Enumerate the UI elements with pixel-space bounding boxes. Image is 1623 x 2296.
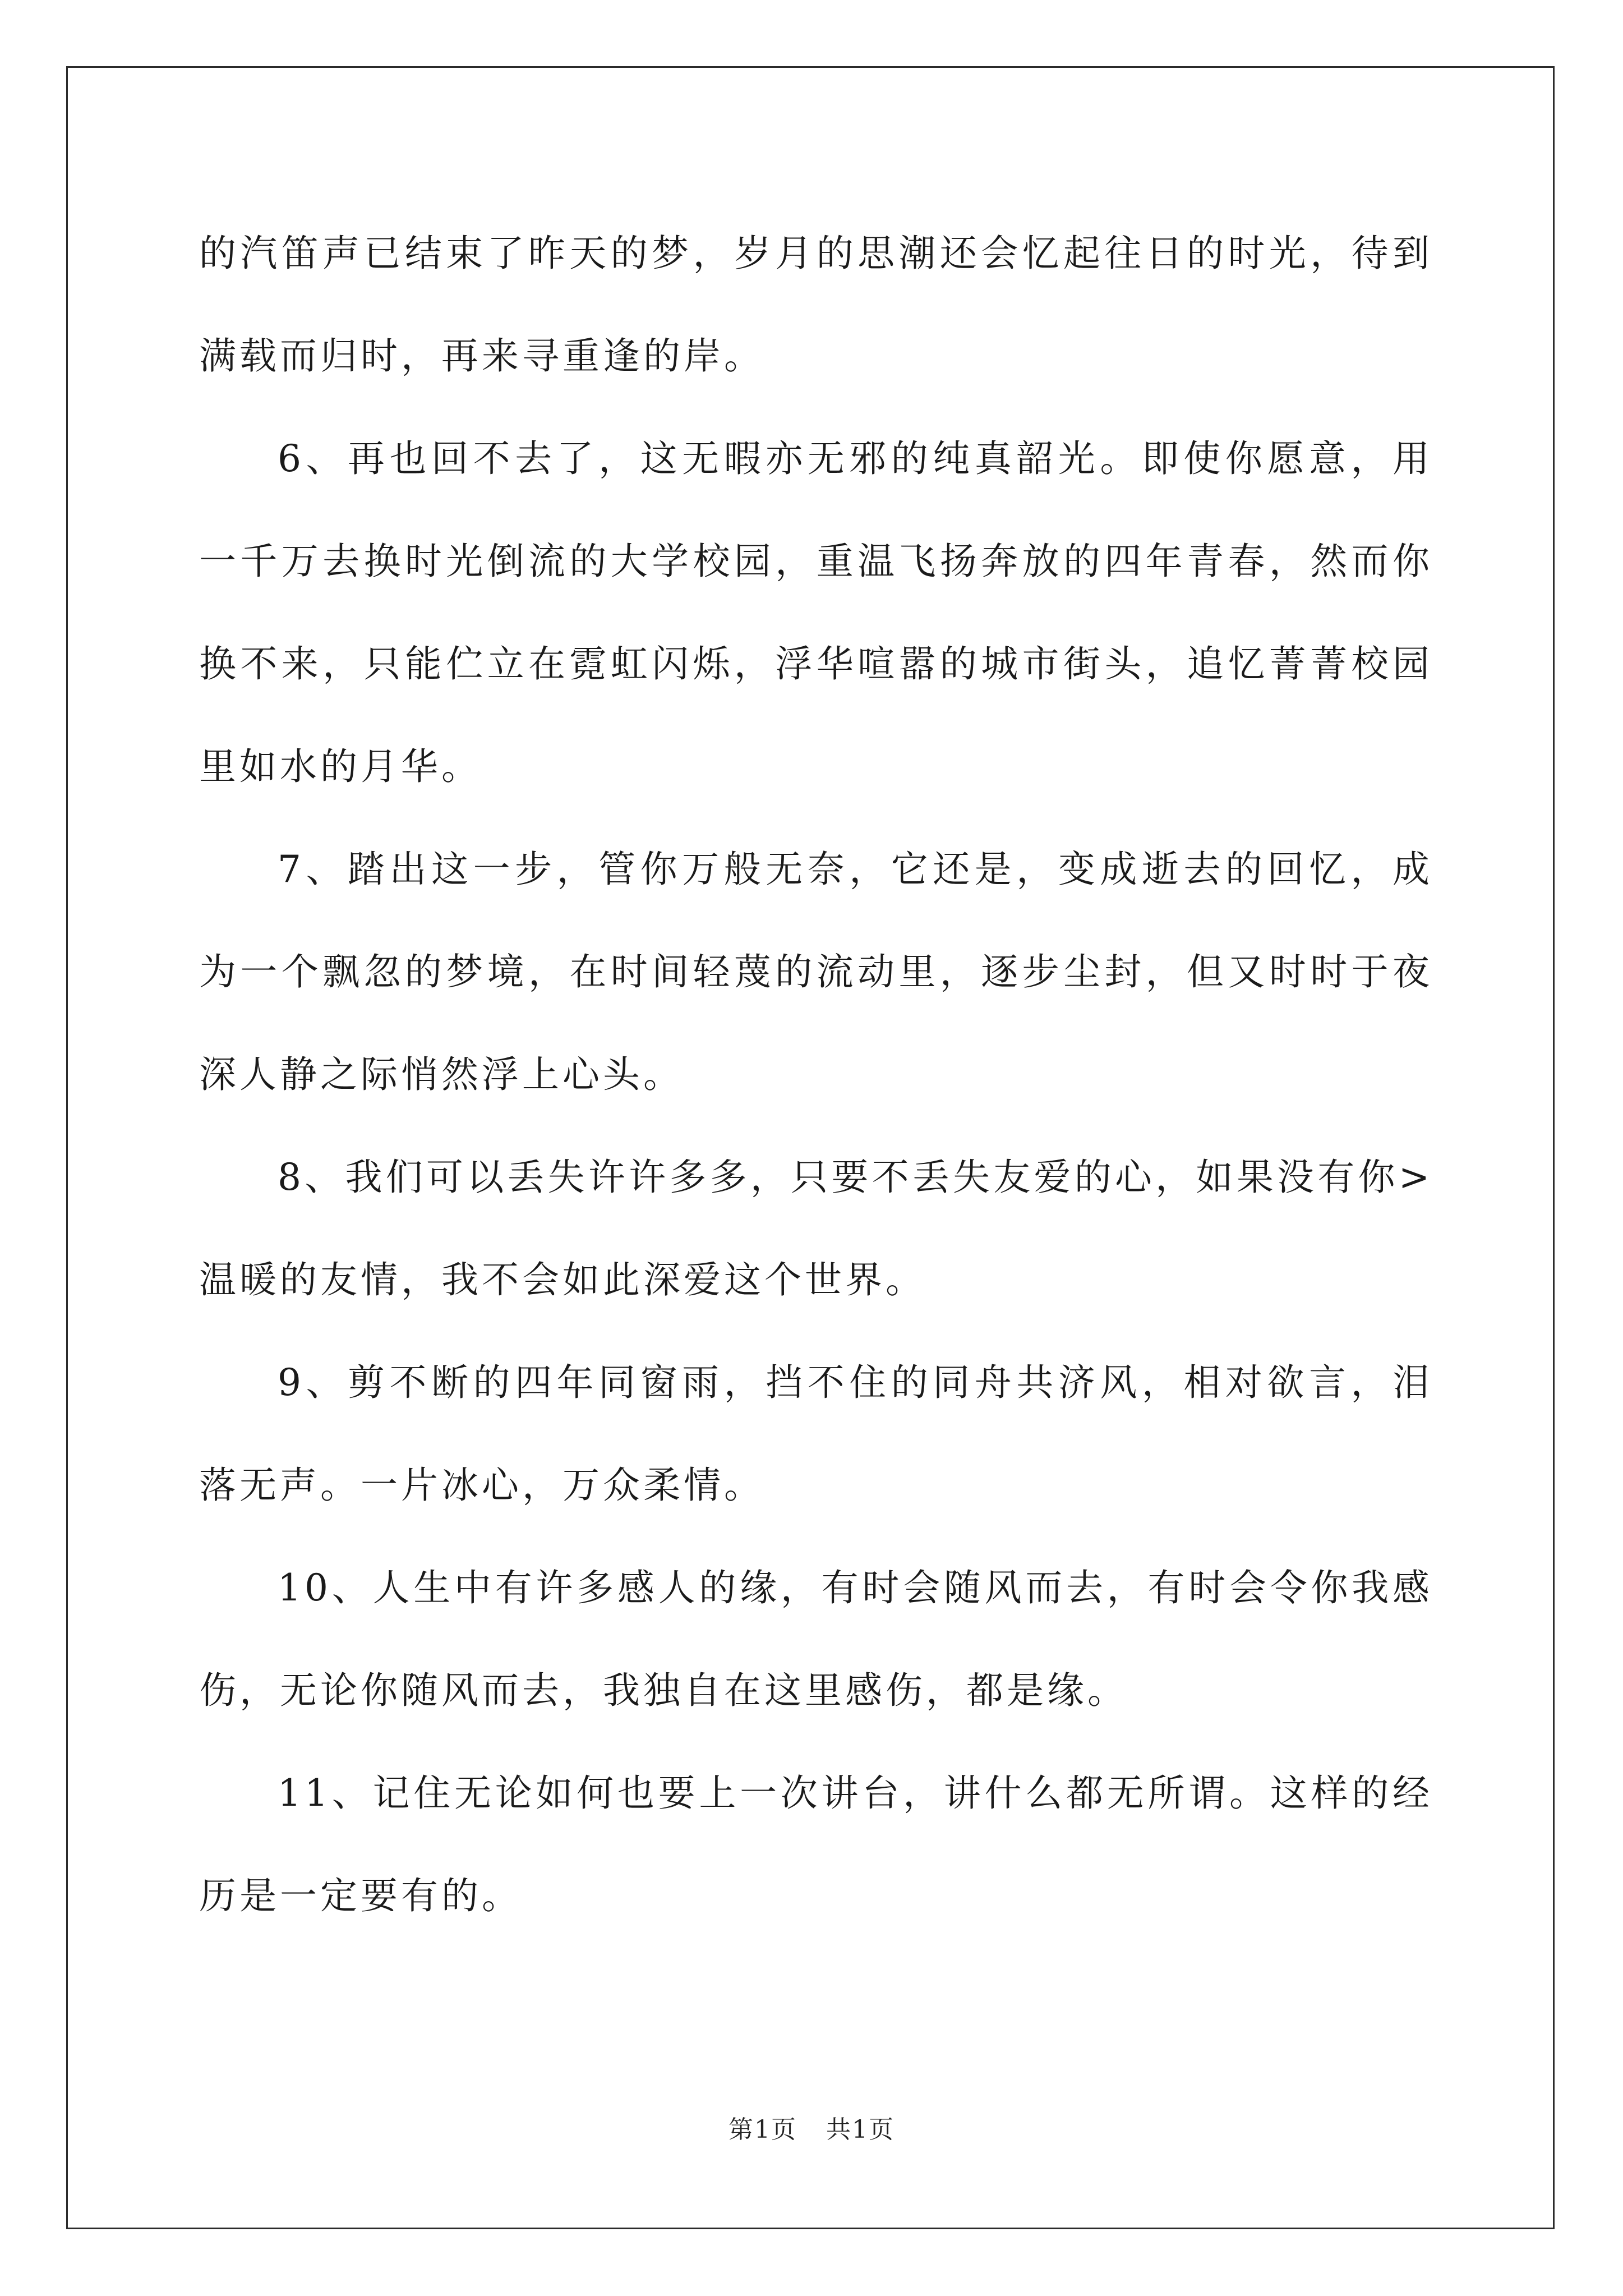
page-total: 共1页 bbox=[826, 2115, 895, 2144]
paragraph-9: 9、剪不断的四年同窗雨，挡不住的同舟共济风，相对欲言，泪落无声。一片冰心，万众柔情。 bbox=[199, 1361, 1433, 1507]
paragraph-6: 6、再也回不去了，这无暇亦无邪的纯真韶光。即使你愿意，用一千万去换时光倒流的大学校园，重温飞扬奔放的四年青春，然而你换不来，只能伫立在霓虹闪烁，浮华喧嚣的城市街头，追忆菁菁校园里如水的月华。 bbox=[199, 437, 1433, 788]
document-body bbox=[199, 202, 1433, 1947]
paragraph-7: 7、踏出这一步，管你万般无奈，它还是，变成逝去的回忆，成为一个飘忽的梦境，在时间轻蔑的流动里，逐步尘封，但又时时于夜深人静之际悄然浮上心头。 bbox=[199, 848, 1433, 1096]
paragraph-continuation: 的汽笛声已结束了昨天的梦，岁月的思潮还会忆起往日的时光，待到满载而归时，再来寻重逢的岸。 bbox=[199, 232, 1433, 378]
page-number: 第1页 bbox=[728, 2115, 797, 2144]
paragraph-10: 10、人生中有许多感人的缘，有时会随风而去，有时会令你我感伤，无论你随风而去，我独自在这里感伤，都是缘。 bbox=[199, 1566, 1433, 1712]
paragraph-8: 8、我们可以丢失许许多多，只要不丢失友爱的心，如果没有你>温暖的友情，我不会如此深爱这个世界。 bbox=[199, 1156, 1433, 1301]
paragraph-11: 11、记住无论如何也要上一次讲台，讲什么都无所谓。这样的经历是一定要有的。 bbox=[199, 1772, 1433, 1917]
page-footer bbox=[0, 2109, 1623, 2145]
